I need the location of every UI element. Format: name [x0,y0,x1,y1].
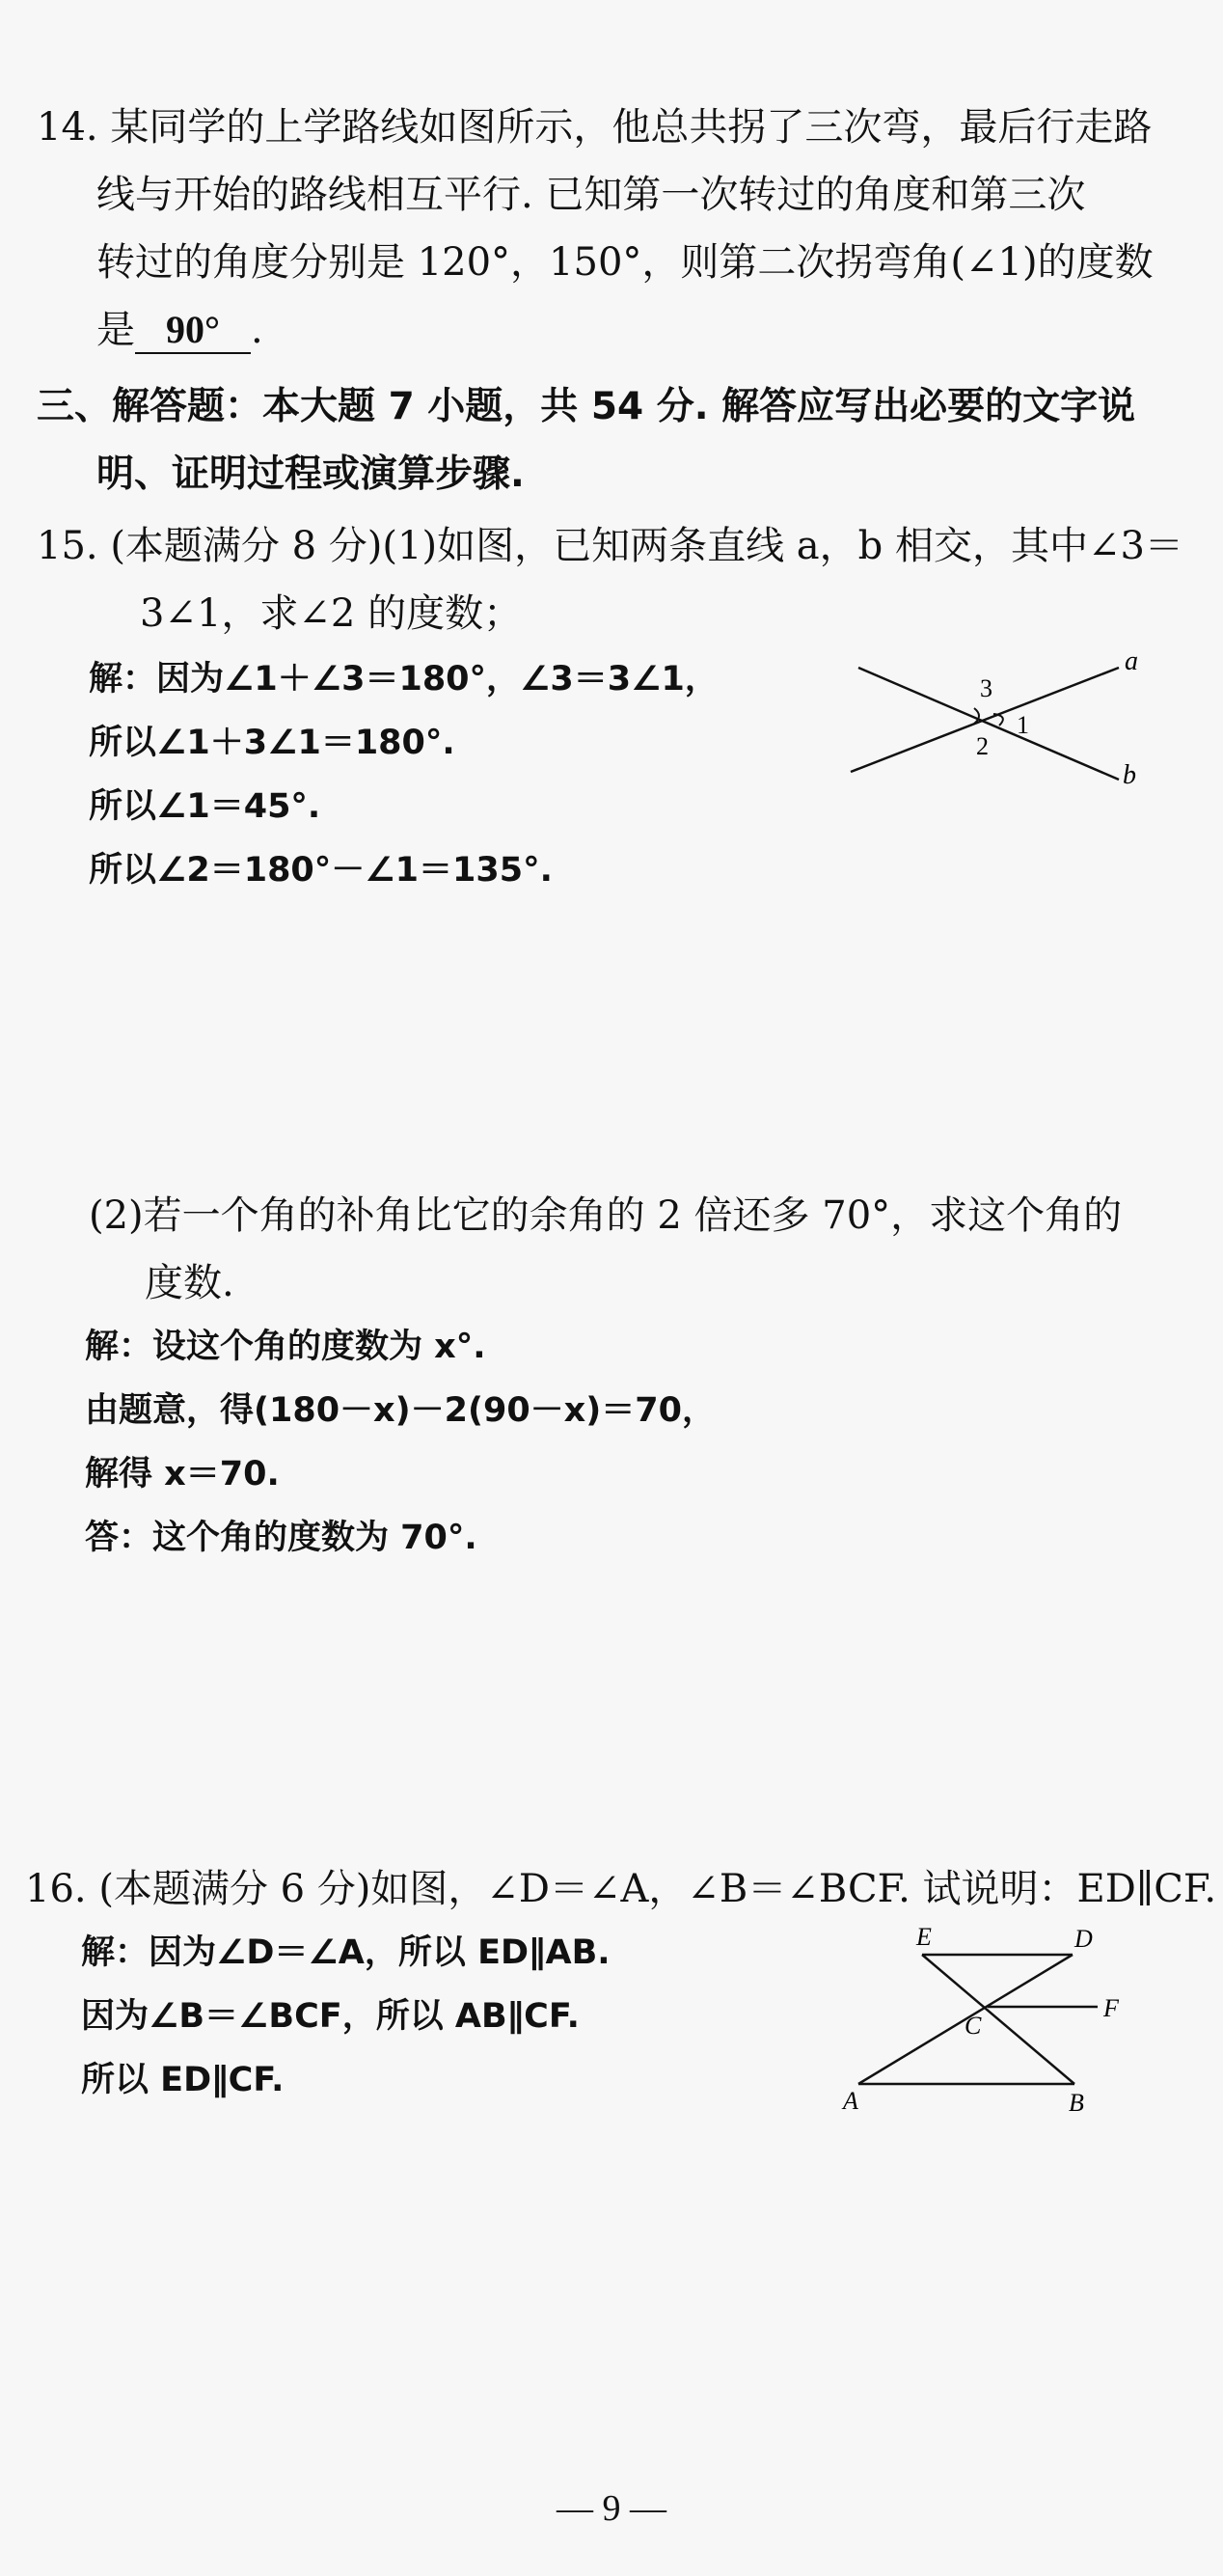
q16-solution-line-2: 因为∠B＝∠BCF，所以 AB∥CF. [81,1997,580,2036]
point-F-label: F [1103,1994,1119,2022]
q14-line-3: 转过的角度分别是 120°，150°，则第二次拐弯角(∠1)的度数 [96,240,1154,285]
angle-3-label: 3 [980,674,992,702]
q15-part2-solution-line-3: 解得 x＝70. [85,1455,280,1494]
angle-1-label: 1 [1017,711,1029,739]
q14-line-2: 线与开始的路线相互平行. 已知第一次转过的角度和第三次 [96,173,1086,217]
point-A-label: A [843,2087,858,2115]
q15-part2-solution-line-4: 答：这个角的度数为 70°. [85,1519,477,1557]
section-3-heading-line-1: 三、解答题：本大题 7 小题，共 54 分. 解答应写出必要的文字说 [37,385,1136,428]
q16-parallel-lines-figure [829,1920,1138,2123]
q15-part2-line-2: 度数. [145,1261,234,1305]
section-3-heading-line-2: 明、证明过程或演算步骤. [96,452,525,496]
q15-solution-line-4: 所以∠2＝180°－∠1＝135°. [89,851,553,890]
q16-solution-line-3: 所以 ED∥CF. [81,2061,285,2099]
q15-solution-line-3: 所以∠1＝45°. [89,787,321,826]
q15-part2-line-1: (2)若一个角的补角比它的余角的 2 倍还多 70°，求这个角的 [89,1193,1123,1238]
q15-line-1: 15. (本题满分 8 分)(1)如图，已知两条直线 a，b 相交，其中∠3＝ [37,524,1183,568]
point-E-label: E [916,1923,932,1951]
angle-2-label: 2 [976,732,989,760]
line-a-label: a [1125,646,1138,676]
q15-part2-solution-line-1: 解：设这个角的度数为 x°. [85,1328,486,1366]
q14-prefix: 是 [96,308,135,352]
point-D-label: D [1074,1925,1093,1953]
q15-solution-line-2: 所以∠1＋3∠1＝180°. [89,724,455,762]
point-B-label: B [1069,2089,1084,2117]
q14-answer-blank: 90° [135,307,251,354]
q16-solution-line-1: 解：因为∠D＝∠A，所以 ED∥AB. [81,1933,611,1972]
q16-line-1: 16. (本题满分 6 分)如图，∠D＝∠A，∠B＝∠BCF. 试说明：ED∥CF. [25,1867,1217,1911]
point-C-label: C [965,2012,982,2040]
q15-intersecting-lines-figure [839,637,1148,801]
segment-EB [922,1955,1074,2084]
page-number: — 9 — [557,2488,666,2529]
q14-line-1: 14. 某同学的上学路线如图所示，他总共拐了三次弯，最后行走路 [37,105,1153,150]
q14-suffix: . [251,308,263,352]
q15-part2-solution-line-2: 由题意，得(180－x)－2(90－x)＝70， [85,1391,716,1430]
q14-line-4 [96,299,263,354]
q15-solution-line-1: 解：因为∠1＋∠3＝180°，∠3＝3∠1， [89,660,719,699]
q15-line-2: 3∠1，求∠2 的度数； [140,591,523,636]
line-b-label: b [1123,760,1136,790]
